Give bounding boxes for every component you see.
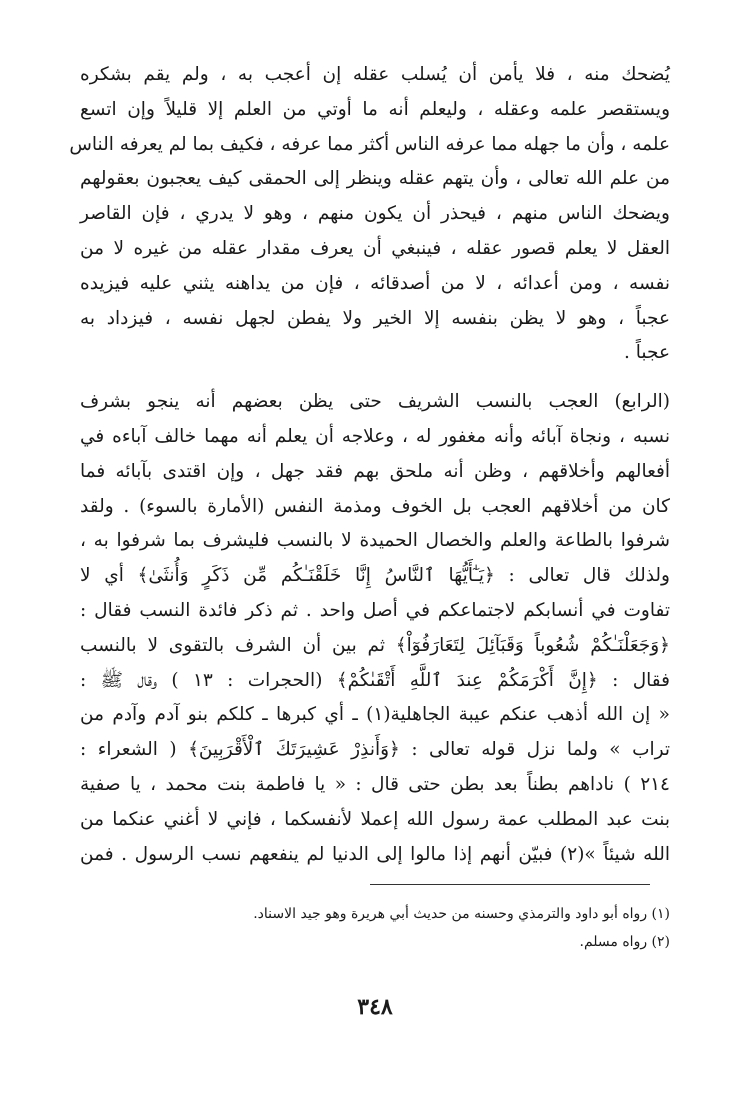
footnote-2: (٢) رواه مسلم.: [579, 934, 670, 950]
page-number: ٣٤٨: [357, 994, 393, 1020]
text-line: (الرابع) العجب بالنسب الشريف حتى يظن بعضهم أنه ينجو بشرف: [80, 391, 670, 413]
text-line: يُضحك منه ، فلا يأمن أن يُسلب عقله إن أعجب به ، ولم يقم بشكره: [80, 64, 670, 85]
paragraph-1: [69, 58, 670, 371]
text-line: من علم الله تعالى ، وأن يتهم عقله وينظر إلى الحمقى كيف يعجبون بعقولهم: [80, 168, 670, 190]
text-line: بنت عبد المطلب عمة رسول الله إعملا لأنفسكما ، فإني لا أغني عنكما من: [80, 808, 670, 830]
text-line: العقل لا يعلم قصور عقله ، فينبغي أن يعرف مقدار عقله من غيره لا من: [80, 237, 670, 259]
footnotes: [80, 900, 670, 956]
text-line: كان من أخلاقهم العجب بل الخوف ومذمة النفس (الأمارة بالسوء) . ولقد: [80, 495, 670, 517]
text-line: عجباً ، وهو لا يظن بنفسه إلا الخير ولا يفطن لجهل نفسه ، فيزداد به: [80, 307, 670, 329]
text-line: ويضحك الناس منهم ، فيحذر أن يكون منهم ، وهو لا يدري ، فإن القاصر: [80, 203, 670, 225]
text-line: شرفوا بالطاعة والعلم والخصال الحميدة لا بالنسب فليشرف بما شرفوا به ،: [80, 530, 670, 552]
text-line: نفسه ، ومن أعدائه ، لا من أصدقائه ، فإن من يداهنه يثني عليه فيزيده: [80, 272, 670, 294]
text-line: ولذلك قال تعالى : ﴿يَـٰٓأَيُّهَا ٱلنَّاسُ إِنَّا خَلَقْنَـٰكُم مِّن ذَكَرٍ وَأُنثَىٰ﴾ أي لا: [80, 565, 670, 587]
text-line: فقال : ﴿إِنَّ أَكْرَمَكُمْ عِندَ ٱللَّهِ أَتْقَىٰكُمْ﴾ (الحجرات : ١٣ ) وقال ﷺ :: [80, 669, 670, 691]
text-line: تراب » ولما نزل قوله تعالى : ﴿وَأَنذِرْ عَشِيرَتَكَ ٱلْأَقْرَبِينَ﴾ ( الشعراء :: [80, 739, 670, 761]
text-line: نسبه ، ونجاة آبائه وأنه مغفور له ، وعلاجه أن يعلم أنه مهما خالف آباءه في: [80, 425, 670, 447]
text-line: « إن الله أذهب عنكم عيبة الجاهلية(١) ـ أي كبرها ـ كلكم بنو آدم وآدم من: [80, 704, 670, 726]
text-line: ﴿وَجَعَلْنَـٰكُمْ شُعُوباً وَقَبَآئِلَ لِتَعَارَفُوٓاْ﴾ ثم بين أن الشرف بالتقوى لا بالنسب: [80, 634, 670, 656]
text-line: تفاوت في أنسابكم لاجتماعكم في أصل واحد . ثم ذكر فائدة النسب فقال :: [80, 599, 670, 621]
book-page: [69, 58, 671, 1058]
text-line: الله شيئاً »(٢) فبيّن أنهم إذا مالوا إلى الدنيا لم ينفعهم نسب الرسول . فمن: [80, 843, 671, 865]
text-line: ويستقصر علمه وعقله ، وليعلم أنه ما أوتي من العلم إلا قليلاً وإن اتسع: [80, 98, 670, 120]
text-line: أفعالهم وأخلاقهم ، وظن أنه ملحق بهم فقد جهل ، وإن اقتدى بآبائه فما: [80, 460, 670, 482]
footnote-1: (١) رواه أبو داود والترمذي وحسنه من حديث أبي هريرة وهو جيد الاسناد.: [253, 906, 670, 922]
text-line: ٢١٤ ) ناداهم بطناً بعد بطن حتى قال : « يا فاطمة بنت محمد ، يا صفية: [80, 773, 670, 795]
paragraph-2: [80, 385, 670, 872]
footnote-divider: [370, 884, 650, 885]
text-line: عجباً .: [624, 342, 670, 364]
text-line: علمه ، وأن ما جهله مما عرفه الناس أكثر مما عرفه ، فكيف بما لم يعرفه الناس: [69, 133, 670, 155]
